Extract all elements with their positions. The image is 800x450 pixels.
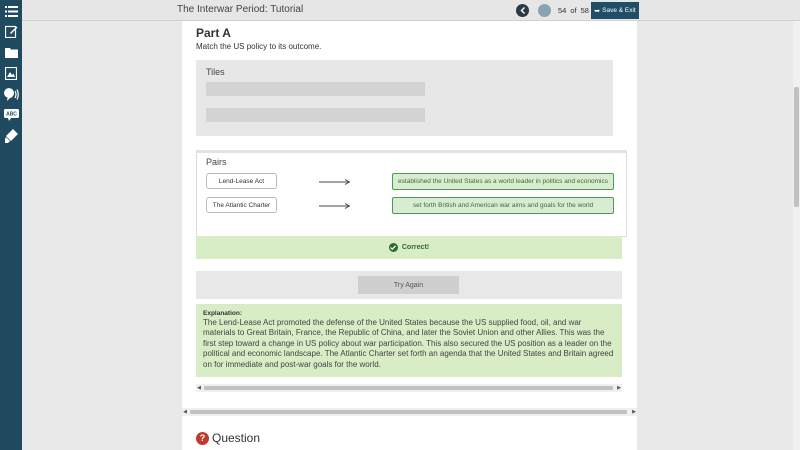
tile-slot[interactable]	[206, 108, 425, 122]
pairs-label: Pairs	[206, 157, 227, 167]
check-circle-icon	[389, 243, 398, 252]
part-title: Part A	[196, 26, 231, 40]
current-page: 54	[558, 6, 567, 15]
question-heading	[196, 431, 260, 445]
tile-slot[interactable]	[206, 82, 425, 96]
explanation-title: Explanation:	[203, 310, 243, 317]
outcome-tile-war-aims[interactable]: set forth British and American war aims and goals for the world	[392, 197, 614, 214]
try-again-button[interactable]: Try Again	[358, 276, 459, 294]
exit-icon: ➥	[594, 7, 601, 15]
question-label: Question	[212, 431, 261, 445]
top-bar	[22, 0, 800, 21]
page-counter	[558, 6, 593, 15]
edit-icon[interactable]	[3, 23, 19, 39]
total-pages: 58	[580, 6, 589, 15]
explanation-scrollbar[interactable]	[196, 384, 622, 392]
list-icon[interactable]	[3, 3, 19, 19]
image-icon[interactable]	[3, 65, 19, 81]
tiles-label: Tiles	[206, 67, 225, 77]
folder-icon[interactable]	[3, 44, 19, 60]
save-exit-label: Save & Exit	[602, 7, 636, 14]
policy-tile-lend-lease[interactable]: Lend-Lease Act	[206, 173, 277, 189]
instruction-text: Match the US policy to its outcome.	[196, 42, 322, 51]
scroll-right-icon[interactable]: ▶	[617, 385, 621, 391]
progress-indicator	[538, 4, 551, 17]
audio-icon[interactable]	[3, 86, 19, 102]
correct-label: Correct!	[401, 244, 430, 251]
scroll-right-icon[interactable]: ▶	[632, 409, 636, 415]
chevron-left-icon	[520, 7, 526, 14]
vertical-scrollbar[interactable]	[793, 21, 800, 450]
main-content	[182, 21, 637, 450]
correct-feedback	[196, 236, 622, 259]
svg-text:ABC: ABC	[5, 111, 17, 118]
outcome-tile-world-leader[interactable]: established the United States as a world leader in politics and economics	[392, 173, 614, 190]
lesson-title: The Interwar Period: Tutorial	[177, 4, 304, 15]
policy-tile-atlantic-charter[interactable]: The Atlantic Charter	[206, 197, 277, 213]
scroll-left-icon[interactable]: ◀	[183, 409, 187, 415]
arrow-right-icon	[319, 201, 351, 211]
question-mark-icon: ?	[196, 432, 209, 445]
pairs-area	[196, 150, 627, 237]
arrow-right-icon	[319, 177, 351, 187]
highlighter-icon[interactable]	[3, 128, 19, 144]
try-again-area	[196, 271, 622, 299]
previous-page-button[interactable]	[516, 4, 529, 17]
tiles-area	[196, 60, 613, 136]
scrollbar-thumb[interactable]	[204, 386, 613, 390]
tool-sidebar	[0, 0, 22, 450]
explanation-text: The Lend-Lease Act promoted the defense of the United States because the US supplied food, oil, and war materials to Great Britain, France, the Republic of China, and later the Soviet Union and other Allies. This was the first step toward a change in US policy about war participation. This also secured the US position as a leader on the political and economic landscape. The Atlantic Charter set forth an agenda that the United States and Britain agreed on for immediate and post-war goals for the world.	[203, 318, 614, 369]
save-exit-button[interactable]	[591, 2, 639, 19]
scroll-left-icon[interactable]: ◀	[197, 385, 201, 391]
scrollbar-thumb[interactable]	[190, 410, 627, 414]
page-scrollbar[interactable]	[182, 408, 637, 416]
scrollbar-thumb[interactable]	[794, 87, 799, 207]
page-of-label: of	[570, 6, 577, 15]
explanation-box	[196, 304, 622, 377]
dictionary-icon[interactable]	[3, 107, 19, 123]
